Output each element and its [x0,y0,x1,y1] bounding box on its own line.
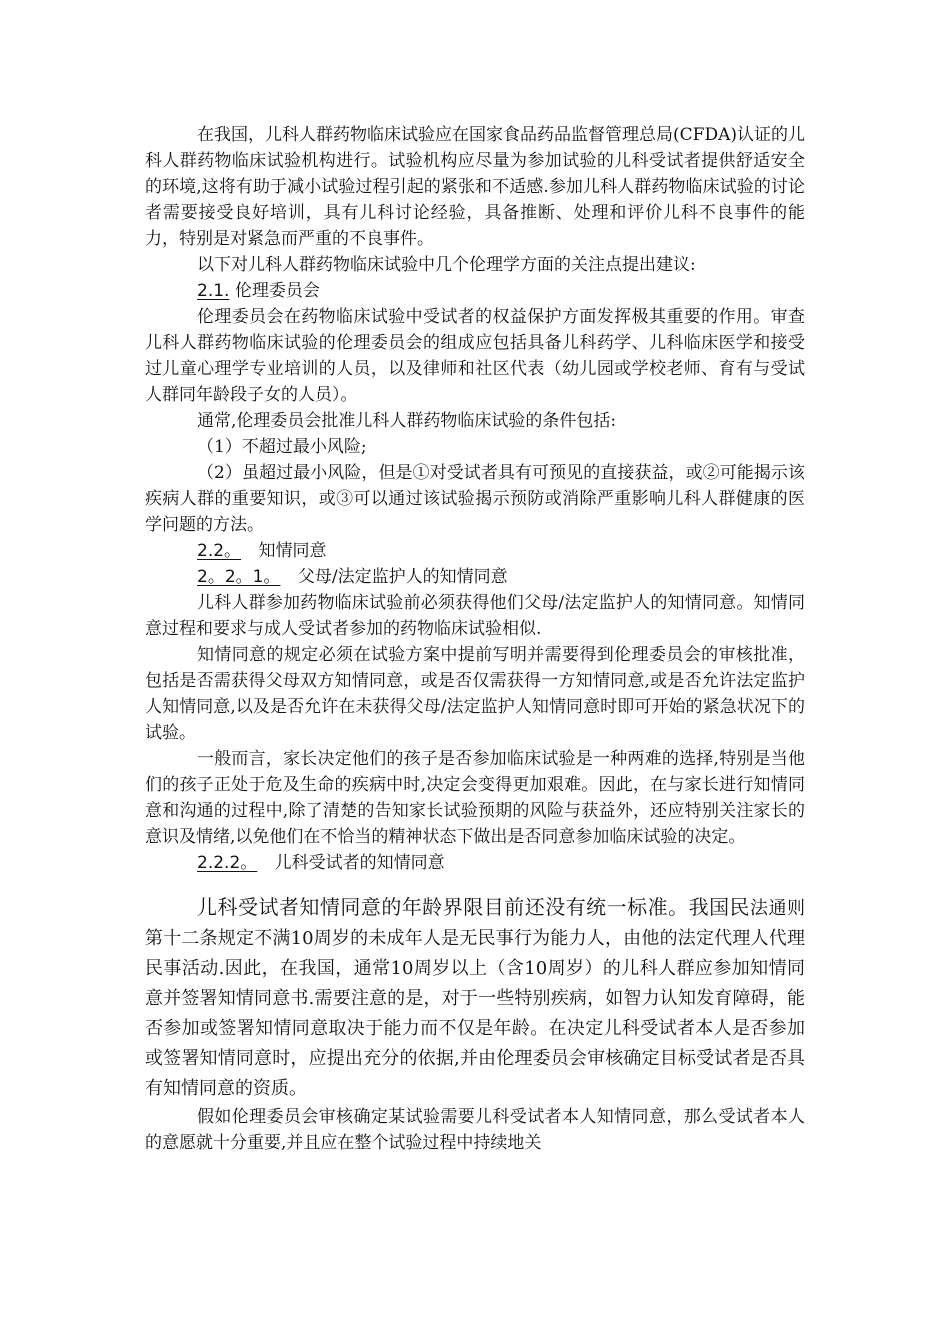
section-number: 2.2.2。 [197,853,258,873]
section-number: 2。2。1。 [197,567,281,587]
paragraph-approval-conditions: 通常,伦理委员会批准儿科人群药物临床试验的条件包括: [197,411,617,431]
section-heading-2-2 [145,538,805,564]
section-title: 父母/法定监护人的知情同意 [297,567,508,587]
paragraph-condition-2: （2）虽超过最小风险，但是①对受试者具有可预见的直接获益，或②可能揭示该疾病人群的重要知识，或③可以通过该试验揭示预防或消除严重影响儿科人群健康的医学问题的方法。 [145,463,805,535]
section-heading-2-2-1 [145,564,805,590]
section-title: 伦理委员会 [234,281,320,301]
paragraph-suggestions: 以下对儿科人群药物临床试验中几个伦理学方面的关注点提出建议: [197,255,696,275]
paragraph-child-consent [145,892,805,1104]
section-heading-2-1 [145,278,805,304]
paragraph-parent-decision: 一般而言，家长决定他们的孩子是否参加临床试验是一种两难的选择,特别是当他们的孩子正处于危及生命的疾病中时,决定会变得更加艰难。因此，在与家长进行知情同意和沟通的过程中,除了清楚的告知家长试验预期的风险与获益外，还应特别关注家长的意识及情绪,以免他们在不恰当的精神状态下做出是否同意参加临床试验的决定。 [145,749,805,847]
paragraph-condition-1: （1）不超过最小风险; [197,437,367,457]
paragraph-child-willingness: 假如伦理委员会审核确定某试验需要儿科受试者本人知情同意，那么受试者本人的意愿就十分重要,并且应在整个试验过程中持续地关 [145,1107,805,1153]
section-title: 儿科受试者的知情同意 [274,853,445,873]
paragraph-rest-text: 法通则第十二条规定不满10周岁的未成年人是无民事行为能力人，由他的法定代理人代理民事活动.因此，在我国，通常10周岁以上（含10周岁）的儿科人群应参加知情同意并签署知情同意书.需要注意的是，对于一些特别疾病，如智力认知发育障碍，能否参加或签署知情同意取决于能力而不仅是年龄。在决定儿科受试者本人是否参加或签署知情同意时，应提出充分的依据,并由伦理委员会审核确定目标受试者是否具有知情同意的资质。 [145,898,806,1099]
section-number: 2.1. [197,281,230,301]
section-number: 2.2。 [197,541,242,561]
section-title: 知情同意 [258,541,327,561]
document-page [145,122,805,1156]
paragraph-ethics-committee: 伦理委员会在药物临床试验中受试者的权益保护方面发挥极其重要的作用。审查儿科人群药物临床试验的伦理委员会的组成应包括具备儿科药学、儿科临床医学和接受过儿童心理学专业培训的人员，以及律师和社区代表（幼儿园或学校老师、育有与受试人群同年龄段子女的人员）。 [145,307,805,405]
section-heading-2-2-2 [145,850,805,876]
paragraph-parental-consent: 儿科人群参加药物临床试验前必须获得他们父母/法定监护人的知情同意。知情同意过程和要求与成人受试者参加的药物临床试验相似. [145,593,805,639]
paragraph-intro: 在我国，儿科人群药物临床试验应在国家食品药品监督管理总局(CFDA)认证的儿科人群药物临床试验机构进行。试验机构应尽量为参加试验的儿科受试者提供舒适安全的环境,这将有助于减小试验过程引起的紧张和不适感.参加儿科人群药物临床试验的讨论者需要接受良好培训，具有儿科讨论经验，具备推断、处理和评价儿科不良事件的能力，特别是对紧急而严重的不良事件。 [145,125,805,249]
paragraph-lead-text: 儿科受试者知情同意的年龄界限目前还没有统一标准。我国民 [197,895,751,919]
paragraph-consent-rules: 知情同意的规定必须在试验方案中提前写明并需要得到伦理委员会的审核批准，包括是否需获得父母双方知情同意，或是否仅需获得一方知情同意,或是否允许法定监护人知情同意,以及是否允许在未获得父母/法定监护人知情同意时即可开始的紧急状况下的试验。 [145,645,805,743]
